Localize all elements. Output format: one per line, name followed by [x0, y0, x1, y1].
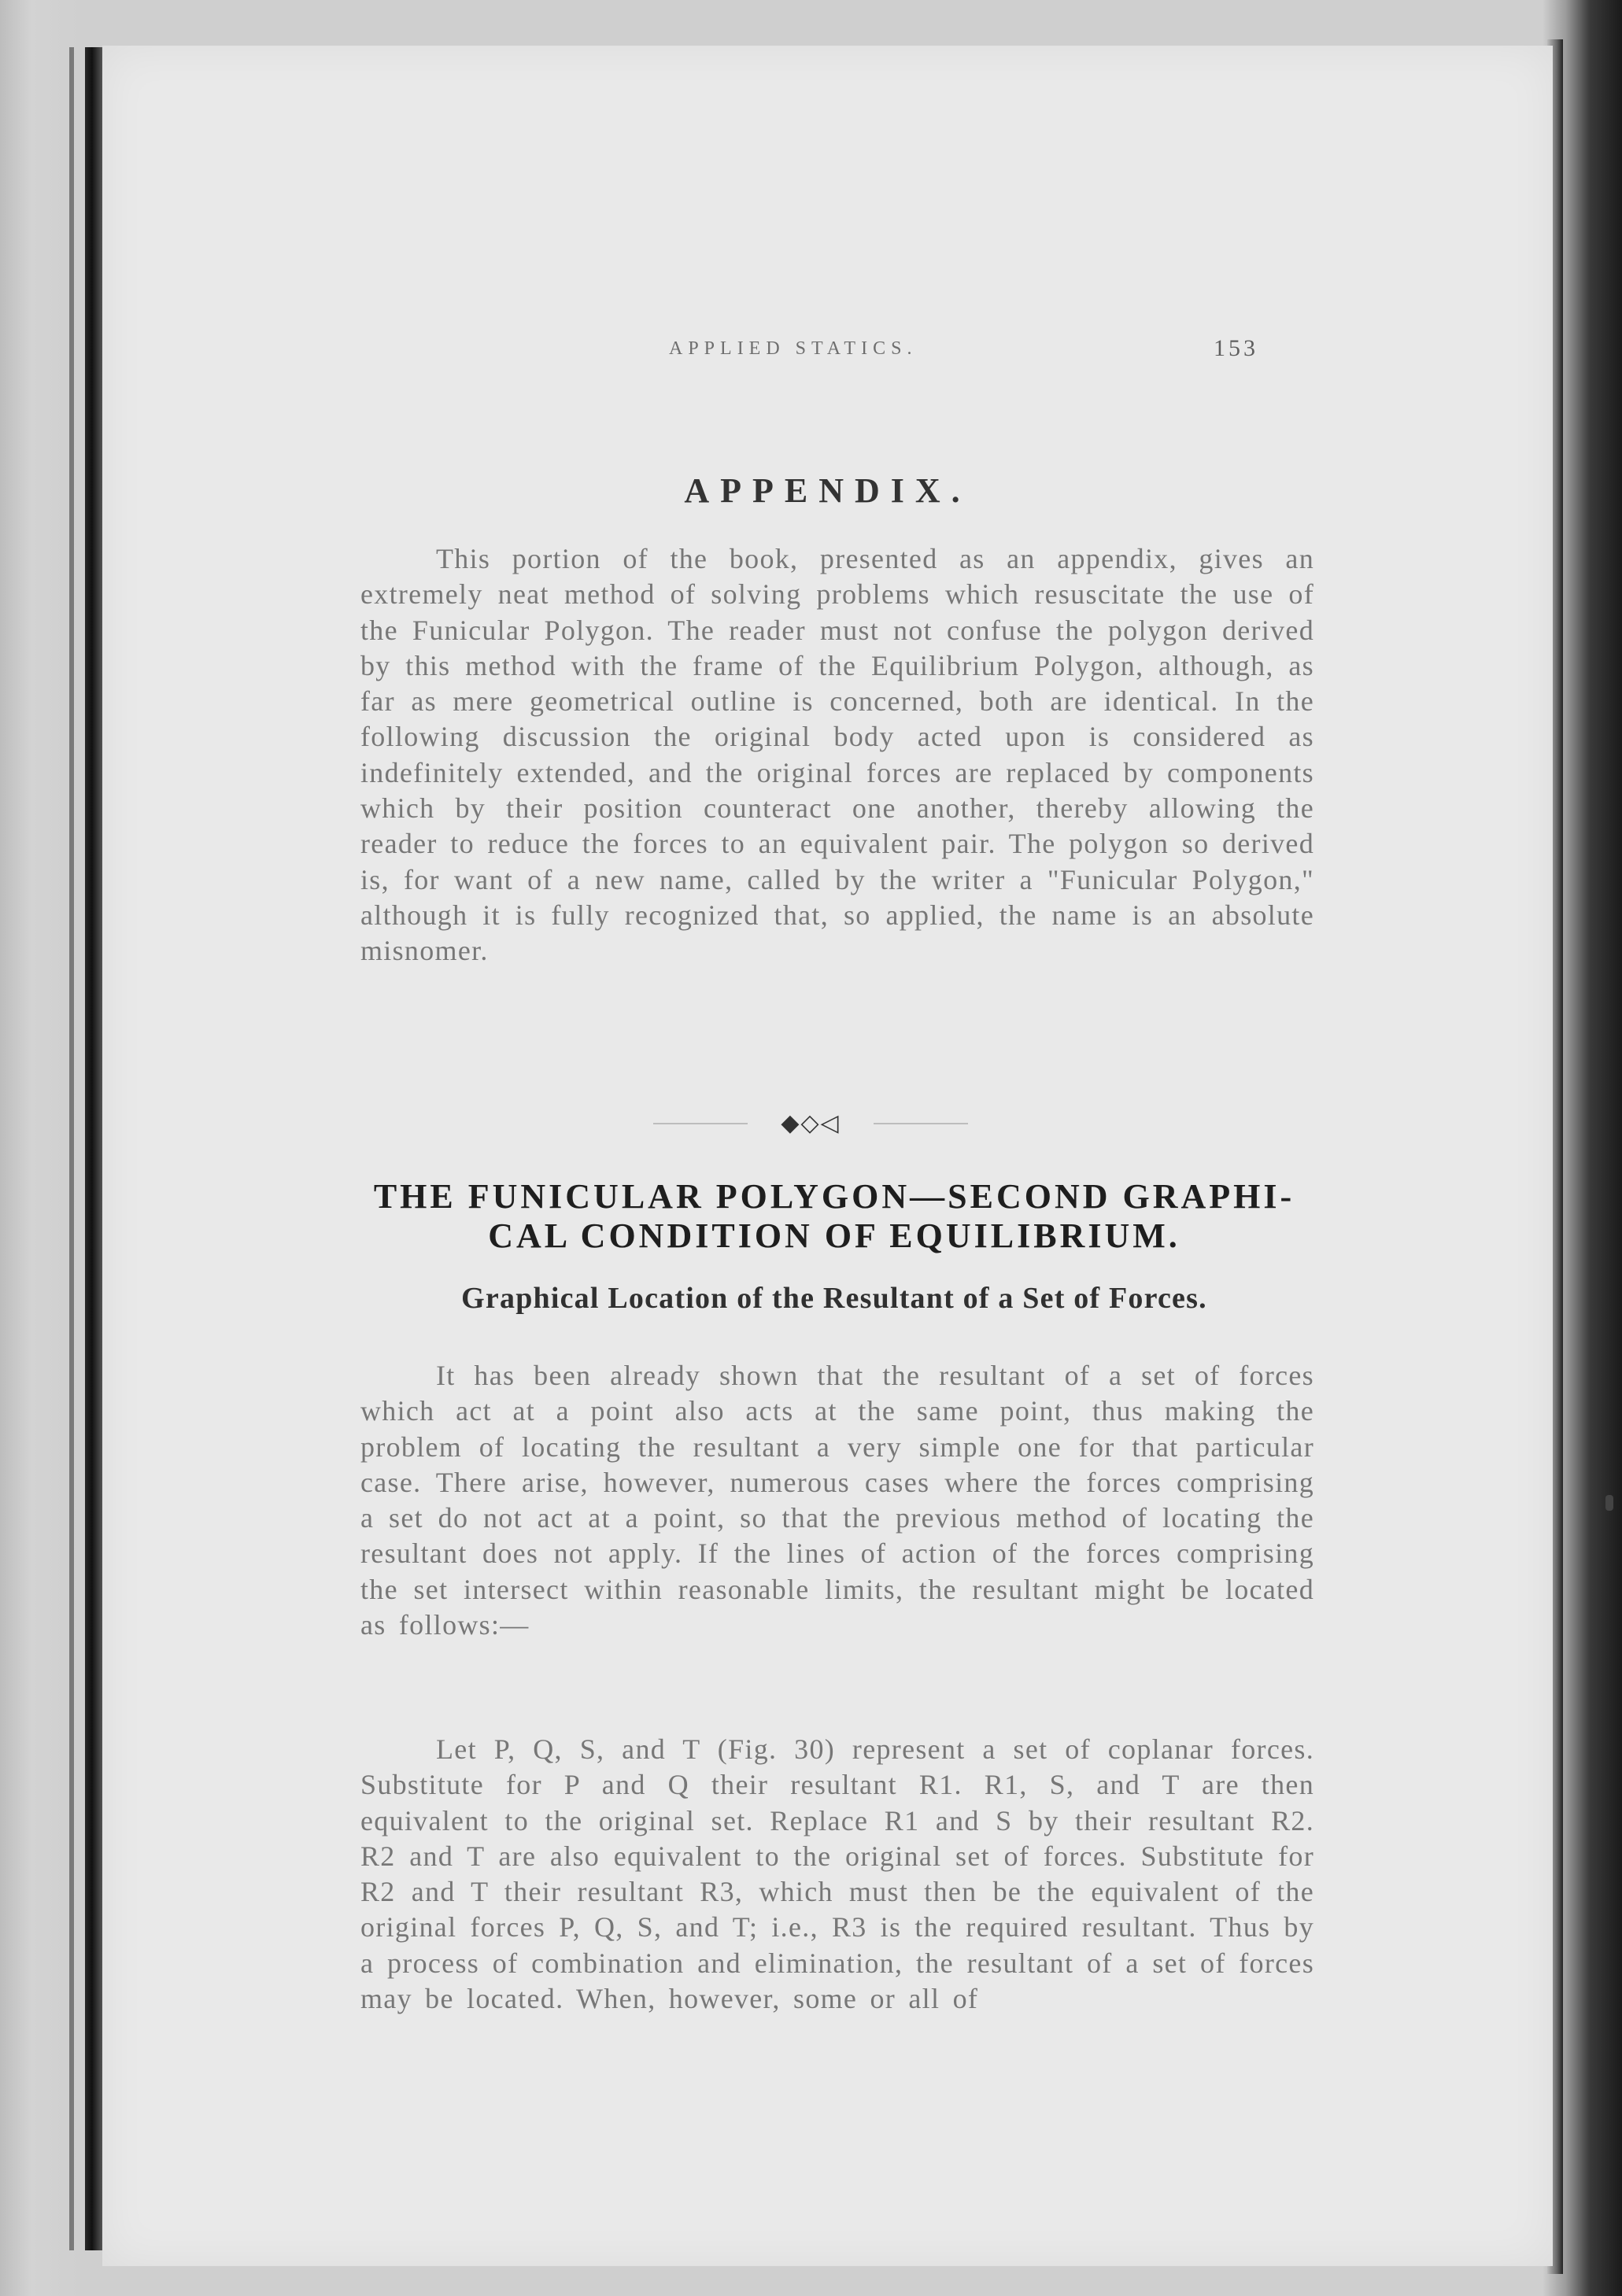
scan-smudge [1605, 1495, 1613, 1511]
binding-edge-outer [69, 47, 74, 2250]
appendix-paragraph-text: This portion of the book, presented as an appendix, gives an extremely neat method of solving problems which resuscitate the use of the Funicular Polygon. The reader must not confuse the polygon derived by this method with the frame of the Equilibrium Polygon, although, as far as mere geometrical outline is concerned, both are identical. In the following discussion the original body acted upon is considered as indefinitely extended, and the original forces are replaced by components which by their position counteract one another, thereby allowing the reader to reduce the forces to an equivalent pair. The polygon so derived is, for want of a new name, called by the writer a "Funicular Polygon," although it is fully recognized that, so applied, the name is an absolute misnomer. [360, 543, 1314, 967]
appendix-paragraph [360, 541, 1314, 969]
running-head: APPLIED STATICS. [669, 338, 918, 359]
section-paragraph-2-text: Let P, Q, S, and T (Fig. 30) represent a set of coplanar forces. Substitute for P and Q their resultant R1. R1, S, and T are then equivalent to the original set. Replace R1 and S by their resultant R2. R2 and T are also equivalent to the original set of forces. Substitute for R2 and T their resultant R3, which must then be the equivalent of the original forces P, Q, S, and T; i.e., R3 is the required resultant. Thus by a process of combination and elimination, the resultant of a set of forces may be located. When, however, some or all of [360, 1733, 1314, 2015]
section-title-line2: CAL CONDITION OF EQUILIBRIUM. [488, 1216, 1180, 1255]
ornamental-divider [653, 1110, 968, 1136]
section-title-line1: THE FUNICULAR POLYGON—SECOND GRAPHI- [373, 1177, 1295, 1216]
divider-ornament: ◆◇◁ [781, 1110, 841, 1136]
book-page [102, 46, 1553, 2266]
page-number: 153 [1214, 335, 1258, 361]
page-header [102, 335, 1553, 370]
subsection-title: Graphical Location of the Resultant of a Set of Forces. [461, 1282, 1207, 1315]
section-paragraph-2 [360, 1732, 1314, 2017]
section-title [338, 1177, 1330, 1256]
divider-line-left [653, 1123, 748, 1124]
section-paragraph-1 [360, 1358, 1314, 1643]
section-paragraph-1-text: It has been already shown that the resultant of a set of forces which act at a point also acts at the same point, thus making the problem of locating the resultant a very simple one for that particular case. There arise, however, numerous cases where the forces comprising a set do not act at a point, so that the previous method of locating the resultant does not apply. If the lines of action of the forces comprising the set intersect within reasonable limits, the resultant might be located as follows:— [360, 1360, 1314, 1641]
binding-edge [85, 47, 102, 2250]
appendix-title: APPENDIX. [684, 471, 971, 510]
divider-line-right [874, 1123, 968, 1124]
